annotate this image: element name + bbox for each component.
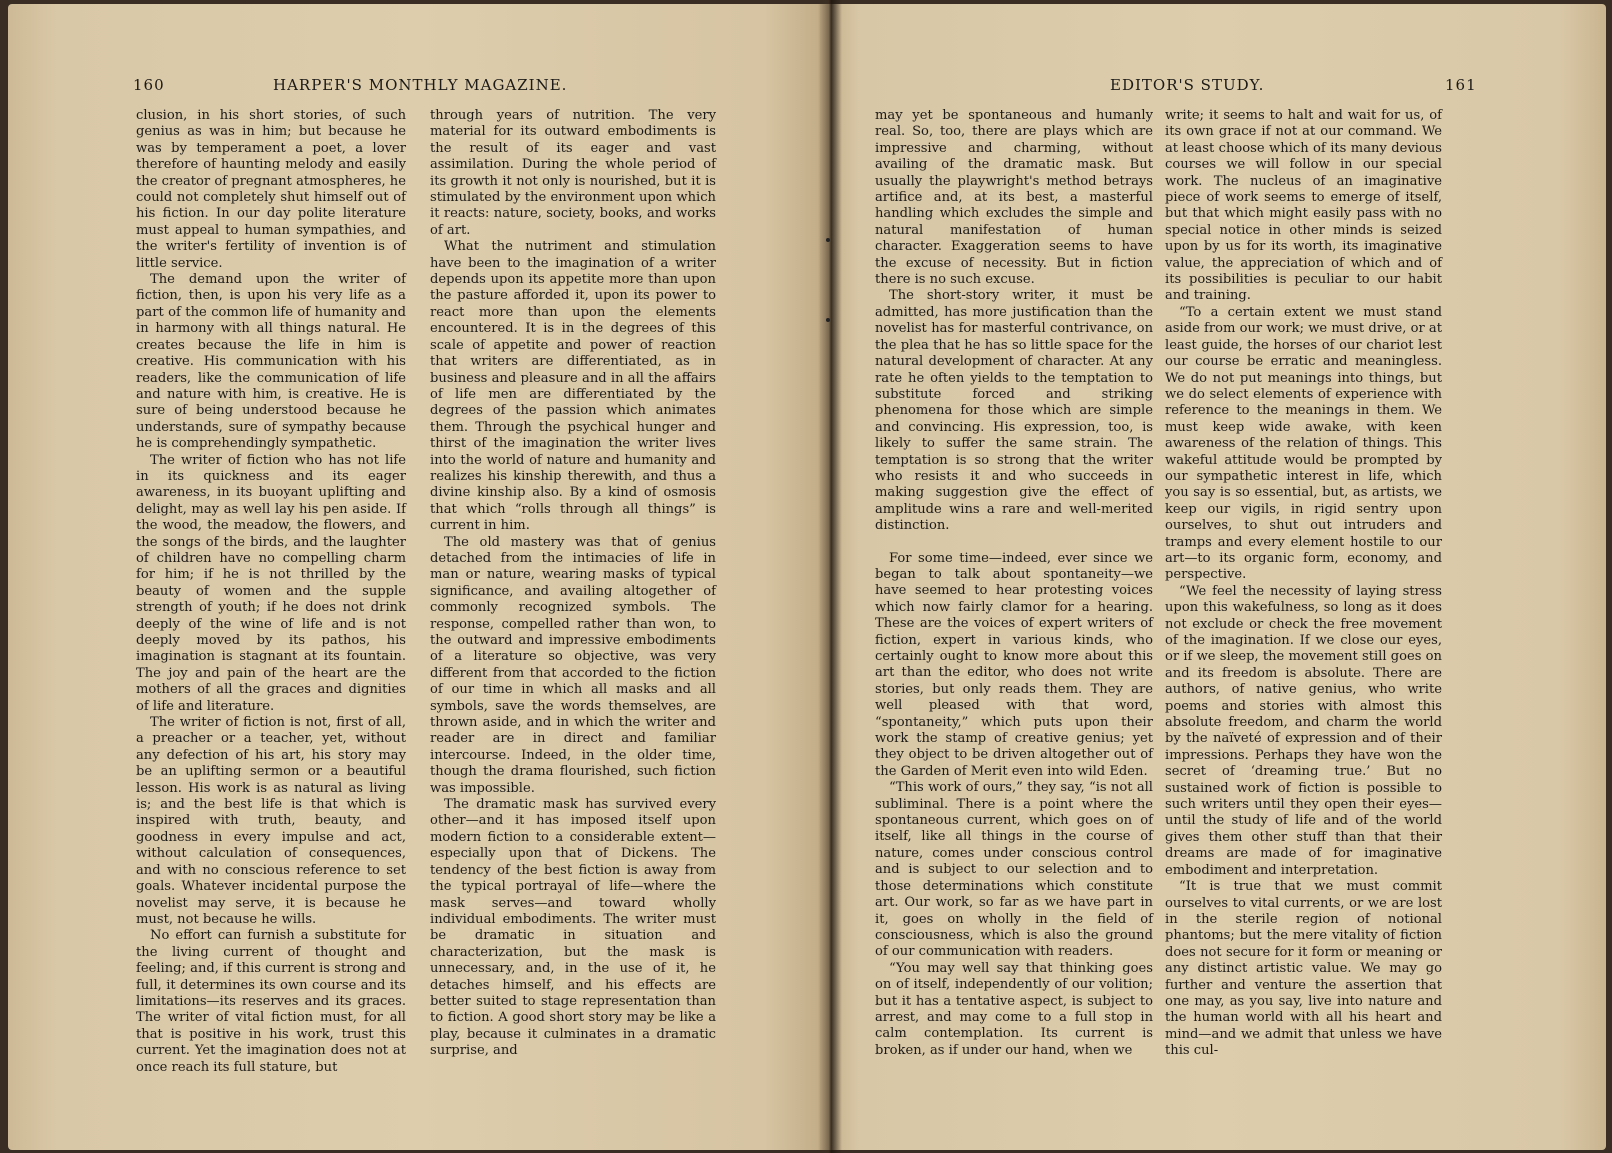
paragraph: For some time—indeed, ever since we began to talk about spontaneity—we have seemed to hear protesting voices which now fairly clamor for a hearing. These are the voices of expert writers of fiction, expert in various kinds, who certainly ought to know more about this art than the editor, who does not write stories, but only reads them. They are well pleased with that word, “spontaneity,” which puts upon their work the stamp of creative genius; yet they object to be driven altogether out of the Garden of Merit even into wild Eden. <box>875 550 1153 779</box>
paragraph: The writer of fiction is not, first of all, a preacher or a teacher, yet, without any defection of his art, his story may be an uplifting sermon or a beautiful lesson. His work is as natural as living is; and the best life is that which is inspired with truth, beauty, and goodness in every impulse and act, without calculation of consequences, and with no conscious reference to set goals. Whatever incidental purpose the novelist may serve, it is because he must, not because he wills. <box>136 715 406 927</box>
paragraph: The writer of fiction who has not life in its quickness and its eager awareness, in its buoyant uplifting and delight, may as well lay his pen aside. If the wood, the meadow, the flowers, and the songs of the birds, and the laughter of children have no compelling charm for him; if he is not thrilled by the beauty of women and the supple strength of youth; if he does not drink deeply of the wine of life and is not deeply moved by its pathos, his imagination is stagnant at its fountain. The joy and pain of the heart are the mothers of all the graces and dignities of life and literature. <box>136 452 406 714</box>
paragraph: The old mastery was that of genius detached from the intimacies of life in man or nature, wearing masks of typical significance, and availing altogether of commonly recognized symbols. The response, compelled rather than won, to the outward and impressive embodiments of a literature so objective, was very different from that accorded to the fiction of our time in which all masks and all symbols, save the words themselves, are thrown aside, and in which the writer and reader are in direct and familiar intercourse. Indeed, in the older time, though the drama flourished, such fiction was impossible. <box>430 534 716 796</box>
paragraph: The dramatic mask has survived every other—and it has imposed itself upon modern fiction to a considerable extent—especially upon that of Dickens. The tendency of the best fiction is away from the typical portrayal of life—where the mask serves—and toward wholly individual embodiments. The writer must be dramatic in situation and characterization, but the mask is unnecessary, and, in the use of it, he detaches himself, and his effects are better suited to stage representation than to fiction. A good short story may be like a play, because it culminates in a dramatic surprise, and <box>430 797 716 1059</box>
binding-mark <box>826 238 830 242</box>
text-column-1 <box>136 108 406 1076</box>
paragraph: No effort can furnish a substitute for the living current of thought and feeling; and, if this current is strong and full, it determines its own course and its limitations—its reserves and its graces. The writer of vital fiction must, for all that is positive in his work, trust this current. Yet the imagination does not at once reach its full stature, but <box>136 928 406 1075</box>
page-number: 160 <box>133 76 165 94</box>
left-page <box>8 4 830 1150</box>
binding-mark <box>826 318 830 322</box>
paragraph: “To a certain extent we must stand aside from our work; we must drive, or at least guide, the horses of our chariot lest our course be erratic and meaningless. We do not put meanings into things, but we do select elements of experience with reference to the meanings in them. We must keep wide awake, with keen awareness of the relation of things. This wakeful attitude would be prompted by our sympathetic interest in life, which you say is so essential, but, as artists, we keep our vigils, in rigid sentry upon ourselves, to shut out intruders and tramps and every element hostile to our art—to its organic form, economy, and perspective. <box>1165 304 1442 583</box>
paragraph: clusion, in his short stories, of such genius as was in him; but because he was by temperament a poet, a lover therefore of haunting melody and easily the creator of pregnant atmospheres, he could not completely shut himself out of his fiction. In our day polite literature must appeal to human sympathies, and the writer's fertility of invention is of little service. <box>136 108 406 271</box>
page-number: 161 <box>1445 76 1477 94</box>
paragraph: What the nutriment and stimulation have been to the imagination of a writer depends upon its appetite more than upon the pasture afforded it, upon its power to react more than upon the elements encountered. It is in the degrees of this scale of appetite and power of reaction that writers are differentiated, as in business and pleasure and in all the affairs of life men are differentiated by the degrees of the passion which animates them. Through the psychical hunger and thirst of the imagination the writer lives into the world of nature and humanity and realizes his kinship therewith, and thus a divine kinship also. By a kind of osmosis that which “rolls through all things” is current in him. <box>430 239 716 534</box>
paragraph: may yet be spontaneous and humanly real. So, too, there are plays which are impressive and charming, without availing of the dramatic mask. But usually the playwright's method betrays artifice and, at its best, a masterful handling which excludes the simple and natural manifestation of human character. Exaggeration seems to have the excuse of necessity. But in fiction there is no such excuse. <box>875 108 1153 288</box>
paragraph: The short-story writer, it must be admitted, has more justification than the novelist has for masterful contrivance, on the plea that he has so little space for the natural development of character. At any rate he often yields to the temptation to substitute forced and striking phenomena for those which are simple and convincing. His expression, too, is likely to suffer the same strain. The temptation is so strong that the writer who resists it and who succeeds in making suggestion give the effect of amplitude wins a rare and well-merited distinction. <box>875 288 1153 534</box>
text-column-1 <box>875 108 1153 1059</box>
running-head: HARPER'S MONTHLY MAGAZINE. <box>273 76 568 94</box>
text-column-2 <box>430 108 716 1060</box>
paragraph: “This work of ours,” they say, “is not all subliminal. There is a point where the spontaneous current, which goes on of itself, like all things in the course of nature, comes under conscious control and is subject to our selection and to those determinations which constitute art. Our work, so far as we have part in it, goes on wholly in the field of consciousness, which is also the ground of our communication with readers. <box>875 780 1153 960</box>
paragraph: through years of nutrition. The very material for its outward embodiments is the result of its eager and vast assimilation. During the whole period of its growth it not only is nourished, but it is stimulated by the environment upon which it reacts: nature, society, books, and works of art. <box>430 108 716 238</box>
paragraph: “We feel the necessity of laying stress upon this wakefulness, so long as it does not exclude or check the free movement of the imagination. If we close our eyes, or if we sleep, the movement still goes on and its freedom is absolute. There are authors, of native genius, who write poems and stories with almost this absolute freedom, and charm the world by the naïveté of expression and of their impressions. Perhaps they have won the secret of ‘dreaming true.’ But no sustained work of fiction is possible to such writers until they open their eyes—until the study of life and of the world gives them other stuff than that their dreams are made of for imaginative embodiment and interpretation. <box>1165 583 1442 878</box>
paragraph: “It is true that we must commit ourselves to vital currents, or we are lost in the sterile region of notional phantoms; but the mere vitality of fiction does not secure for it form or meaning or any distinct artistic value. We may go further and venture the assertion that one may, as you say, live into nature and the human world with all his heart and mind—and we admit that unless we have this cul- <box>1165 879 1442 1059</box>
running-head: EDITOR'S STUDY. <box>1110 76 1265 94</box>
paragraph: “You may well say that thinking goes on of itself, independently of our volition; but it has a tentative aspect, is subject to arrest, and may come to a full stop in calm contemplation. Its current is broken, as if under our hand, when we <box>875 960 1153 1058</box>
paragraph: The demand upon the writer of fiction, then, is upon his very life as a part of the common life of humanity and in harmony with all things natural. He creates because the life in him is creative. His communication with his readers, like the communication of life and nature with him, is creative. He is sure of being understood because he understands, sure of sympathy because he is comprehendingly sympathetic. <box>136 272 406 452</box>
right-page <box>820 4 1606 1150</box>
book-gutter-shadow <box>818 0 842 1153</box>
text-column-2 <box>1165 108 1442 1060</box>
paragraph: write; it seems to halt and wait for us, of its own grace if not at our command. We at least choose which of its many devious courses we will follow in our special work. The nucleus of an imaginative piece of work seems to emerge of itself, but that which might easily pass with no special notice in other minds is seized upon by us for its worth, its imaginative value, the appreciation of which and of its possibilities is peculiar to our habit and training. <box>1165 108 1442 304</box>
